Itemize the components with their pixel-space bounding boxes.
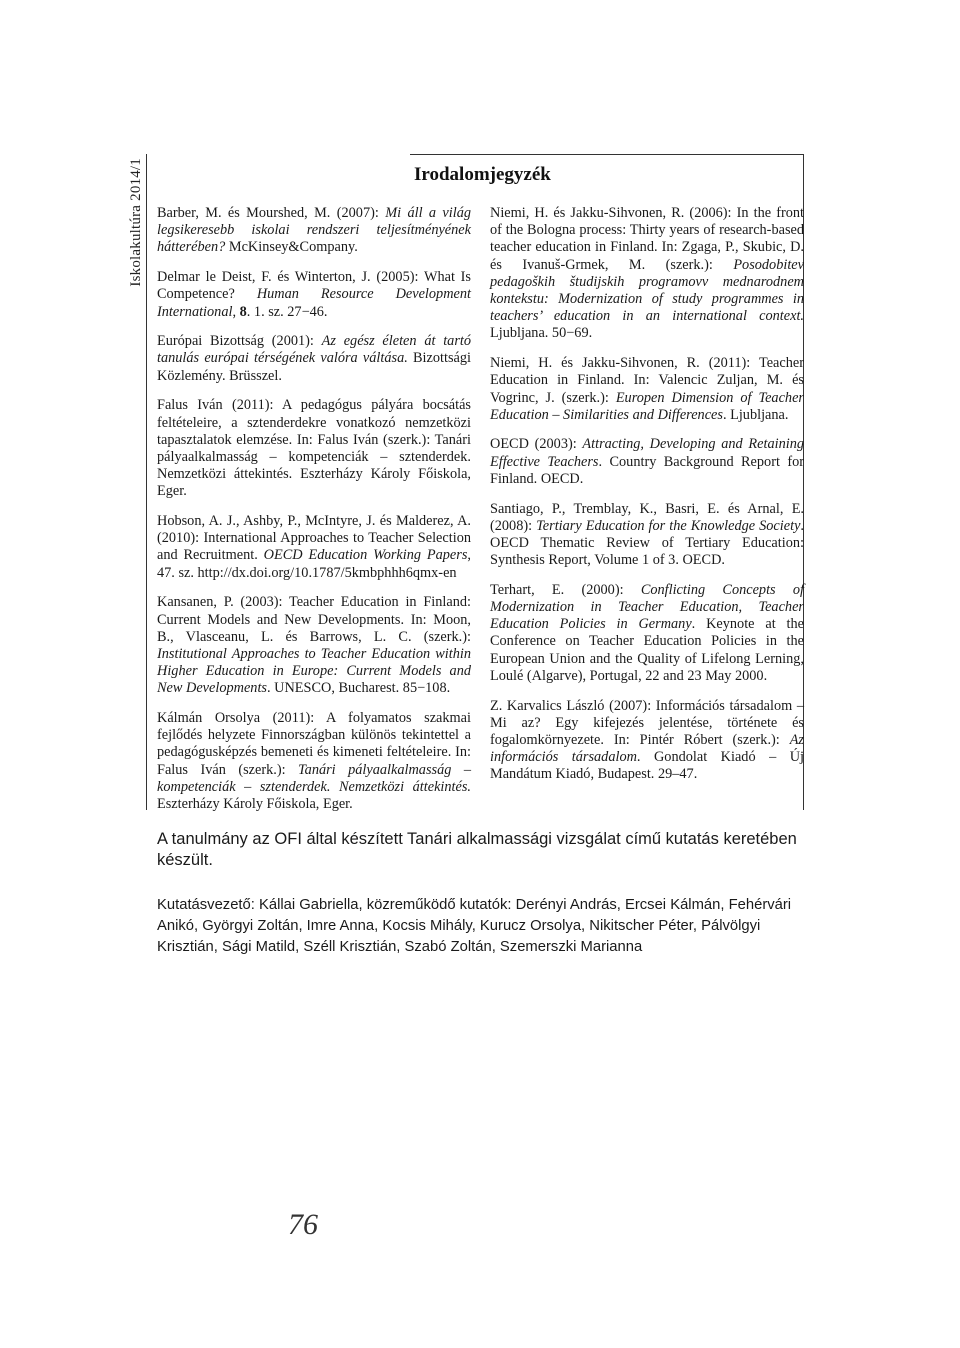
reference-text: Eszterházy Károly Főiskola, Eger. bbox=[157, 796, 353, 813]
reference-text: Santiago, P., Tremblay, K., Basri, E. és Arnal, E. (2008): bbox=[490, 500, 804, 534]
reference-text: Niemi, H. és Jakku-Sihvonen, R. (2006): In the front of the Bologna process: Thirty years of research-based teacher education in Finland. In: Zgaga, P., Skubic, D. és Ivanuš-Grmek, M. (szerk.): bbox=[490, 205, 804, 273]
acknowledgement-block bbox=[157, 829, 803, 958]
reference-text: Falus Iván (2011): A pedagógus pályára bocsátás feltételeire, a sztenderdekre vonatkozó nemzetközi tapasztalatok elemzése. In: Falus Iván (szerk.): Tanári pályaalkalmasság – kompetenciák – sztenderdek. Nemzetközi áttekintés. Eszterházy Károly Főiskola, Eger. bbox=[157, 397, 471, 500]
reference-entry bbox=[157, 513, 471, 582]
reference-title: OECD Education Working Papers bbox=[263, 547, 468, 564]
references-left-column bbox=[157, 205, 471, 826]
reference-text: Kansanen, P. (2003): Teacher Education in Finland: Current Models and New Developments. In: Moon, B., Vlasceanu, L. és Barrows, L. C. (szerk.): bbox=[157, 594, 471, 645]
reference-text: , bbox=[232, 303, 240, 320]
reference-text: OECD (2003): bbox=[490, 436, 583, 453]
researchers-text: Kutatásvezető: Kállai Gabriella, közreműködő kutatók: Derényi András, Ercsei Kálmán, Fehérvári Anikó, Györgyi Zoltán, Imre Anna, Kocsis Mihály, Kurucz Orsolya, Nikitscher Péter, Pálvölgyi Krisztián, Sági Matild, Széll Krisztián, Szabó Zoltán, Szemerszki Marianna bbox=[157, 897, 792, 955]
reference-title: Az információs társadalom bbox=[490, 731, 804, 766]
reference-entry bbox=[490, 355, 804, 424]
reference-title: Tertiary Education for the Knowledge Society bbox=[536, 517, 801, 534]
reference-text: Terhart, E. (2000): bbox=[490, 581, 641, 598]
reference-text: . 1. sz. 27−46. bbox=[246, 303, 328, 320]
reference-title: Mi áll a világ legsikeresebb iskolai rendszeri teljesítményének hátterében? bbox=[157, 205, 471, 256]
reference-entry bbox=[157, 269, 471, 321]
reference-entry bbox=[490, 698, 804, 784]
reference-entry bbox=[490, 501, 804, 570]
reference-text: 8 bbox=[239, 303, 247, 320]
reference-text: , 47. sz. http://dx.doi.org/10.1787/5kmbphhh6qmx-en bbox=[157, 547, 471, 581]
reference-title: Tanári pályaalkalmasság – kompetenciák – sztenderdek. Nemzetközi áttekintés. bbox=[157, 761, 471, 795]
reference-entry bbox=[490, 582, 804, 685]
reference-entry bbox=[157, 205, 471, 257]
reference-text: . UNESCO, Bucharest. 85−108. bbox=[266, 680, 451, 697]
reference-entry bbox=[157, 710, 471, 813]
page-number: 76 bbox=[288, 1208, 318, 1241]
reference-text: Barber, M. és Mourshed, M. (2007): bbox=[157, 205, 386, 221]
reference-title: Europen Dimension of Teacher Education – Similarities and Differences bbox=[490, 389, 804, 423]
reference-text: Z. Karvalics László (2007): Információs társadalom – Mi az? Egy kifejezés jelentése, története és fogalomkörnyezete. In: Pintér Róbert (szerk.): bbox=[490, 697, 804, 748]
reference-title: Conflicting Concepts of Modernization in Teacher Education, Teacher Education Policies in Germany bbox=[490, 581, 804, 633]
reference-entry bbox=[157, 397, 471, 500]
reference-text: . Country Background Report for Finland. OECD. bbox=[490, 453, 804, 487]
reference-title: Attracting, Developing and Retaining Effective Teachers bbox=[490, 436, 804, 470]
reference-text: Európai Bizottság (2001): bbox=[157, 333, 322, 350]
reference-text: . Gondolat Kiadó – Új Mandátum Kiadó, Budapest. 29–47. bbox=[490, 749, 804, 783]
reference-title: Posodobitev pedagoških študijskih programovv mednarodnem kontekstu: Modernization of study programmes in teachers’ education in an international context. bbox=[490, 256, 804, 325]
reference-title: Az egész életen át tartó tanulás európai térségének valóra váltása. bbox=[157, 333, 471, 367]
reference-text: McKinsey&Company. bbox=[225, 239, 358, 256]
reference-entry bbox=[157, 333, 471, 385]
reference-text: . OECD Thematic Review of Tertiary Education: Synthesis Report, Volume 1 of 3. OECD. bbox=[490, 517, 804, 569]
reference-entry bbox=[157, 594, 471, 697]
reference-text: Delmar le Deist, F. és Winterton, J. (2005): What Is Competence? bbox=[157, 269, 471, 303]
reference-text: . Ljubljana. bbox=[722, 406, 789, 423]
reference-entry bbox=[490, 205, 804, 343]
reference-text: . Keynote at the Conference on Teacher Education Policies in the European Union and the Quality of Lifelong Lerning, Loulé (Algarve), Portugal, 22 and 23 May 2000. bbox=[490, 616, 804, 684]
reference-text: Kálmán Orsolya (2011): A folyamatos szakmai fejlődés helyzete Finnországban különös tekintettel a pedagógusképzés bemeneti és kimeneti feltételeire. In: Falus Iván (szerk.): bbox=[157, 710, 471, 778]
acknowledgement-text: A tanulmány az OFI által készített Tanári alkalmassági vizsgálat című kutatás keretében készült. bbox=[157, 830, 797, 869]
reference-title: Human Resource Development International bbox=[157, 286, 471, 320]
reference-text: Hobson, A. J., Ashby, P., McIntyre, J. és Malderez, A. (2010): International Approaches to Teacher Selection and Recruitment. bbox=[157, 513, 471, 564]
top-rule bbox=[410, 154, 803, 155]
reference-text: Ljubljana. 50−69. bbox=[490, 325, 593, 342]
journal-running-head: Iskolakultúra 2014/1 bbox=[128, 158, 144, 287]
reference-title: Institutional Approaches to Teacher Education within Higher Education in Europe: Current Models and New Developments bbox=[157, 645, 471, 697]
references-right-column bbox=[490, 205, 804, 796]
reference-text: Niemi, H. és Jakku-Sihvonen, R. (2011): Teacher Education in Finland. In: Valencic Zuljan, M. és Vogrinc, J. (szerk.): bbox=[490, 355, 804, 406]
left-rule bbox=[146, 154, 147, 810]
section-title: Irodalomjegyzék bbox=[414, 164, 551, 185]
reference-text: Bizottsági Közlemény. Brüsszel. bbox=[157, 350, 471, 384]
reference-entry bbox=[490, 436, 804, 488]
